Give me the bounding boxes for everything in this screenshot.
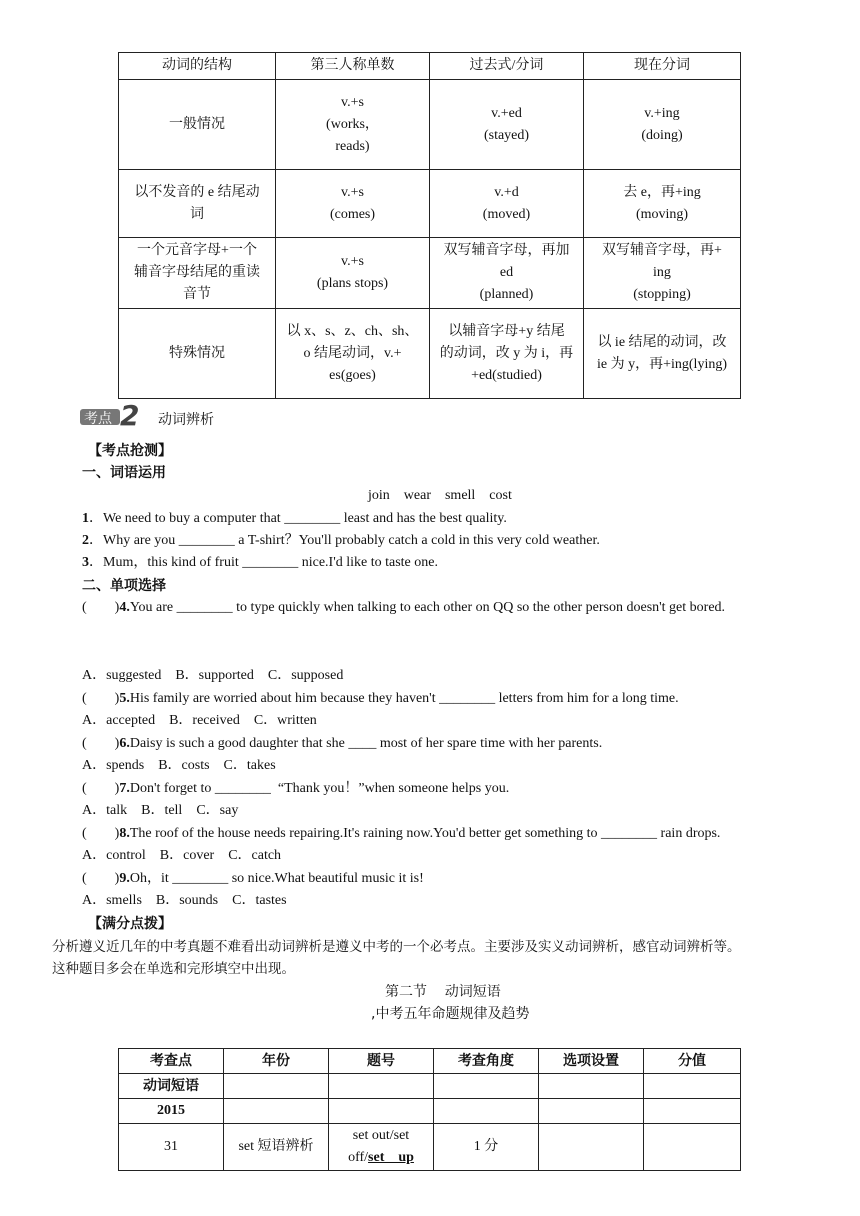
answer-paren: ( ) [82, 871, 120, 886]
tips-text: 分析遵义近几年的中考真题不难看出动词辨析是遵义中考的一个必考点。主要涉及实义动词辨析，感官动词辨析等。 [52, 939, 741, 955]
table-cell [644, 1124, 741, 1171]
table-cell: 双写辅音字母，再加 ed (planned) [430, 238, 584, 309]
question-7 [82, 779, 509, 799]
table-cell [539, 1099, 644, 1124]
table-cell: 以 x、s、z、ch、sh、 o 结尾动词，v.+ es(goes) [276, 309, 430, 399]
table-cell [329, 1124, 434, 1171]
table-cell [539, 1124, 644, 1171]
table-cell [434, 1074, 539, 1099]
question-number: 2 [82, 533, 89, 548]
table-cell: 以辅音字母+y 结尾 的动词，改 y 为 i，再 +ed(studied) [430, 309, 584, 399]
table-cell: 双写辅音字母，再+ ing (stopping) [584, 238, 741, 309]
options-4: A．suggested B．supported C．supposed [82, 668, 344, 683]
question-9 [82, 869, 424, 889]
table-cell: v.+s (works， reads) [276, 80, 430, 170]
options-5: A．accepted B．received C．written [82, 713, 317, 728]
section-badge [80, 399, 144, 432]
table-cell [644, 1099, 741, 1124]
question-3 [82, 553, 438, 573]
question-2 [82, 531, 600, 551]
section2-subtitle: ,中考五年命题规律及趋势 [371, 1006, 530, 1022]
question-text: Daisy is such a good daughter that she ____ most of her spare time with her parents. [129, 736, 603, 751]
question-text: ．Why are you ________ a T-shirt？You'll probably catch a cold in this very cold weather. [89, 533, 600, 548]
options-9: A．smells B．sounds C．tastes [82, 893, 287, 908]
table-cell: set 短语辨析 [224, 1124, 329, 1171]
table-cell: v.+s (plans stops) [276, 238, 430, 309]
question-1 [82, 509, 507, 529]
table-header: 现在分词 [584, 53, 741, 80]
question-number: 8. [119, 826, 130, 841]
question-text: Oh，it ________ so nice.What beautiful music it is! [129, 871, 424, 886]
table-cell: 31 [119, 1124, 224, 1171]
answer-paren: ( ) [82, 736, 120, 751]
table-header: 考查点 [119, 1049, 224, 1074]
table-header: 分值 [644, 1049, 741, 1074]
table-cell: 1 分 [434, 1124, 539, 1171]
verb-forms-table [118, 52, 741, 399]
table-cell: 去 e，再+ing (moving) [584, 170, 741, 238]
tips-heading: 【满分点拨】 [88, 916, 172, 932]
tips-text: 这种题目多会在单选和完形填空中出现。 [52, 961, 295, 977]
question-number: 3 [82, 555, 89, 570]
row-label: 动词短语 [119, 1074, 224, 1099]
question-text: ．We need to buy a computer that ________ least and has the best quality. [89, 511, 507, 526]
table-cell: 以 ie 结尾的动词，改 ie 为 y，再+ing(lying) [584, 309, 741, 399]
answer-paren: ( ) [82, 691, 120, 706]
table-header: 动词的结构 [119, 53, 276, 80]
table-cell: v.+d (moved) [430, 170, 584, 238]
year-cell: 2015 [119, 1099, 224, 1124]
table-cell: v.+s (comes) [276, 170, 430, 238]
options-7: A．talk B．tell C．say [82, 803, 239, 818]
question-8 [82, 824, 720, 844]
answer-paren: ( ) [82, 826, 120, 841]
table-cell [539, 1074, 644, 1099]
options-8: A．control B．cover C．catch [82, 848, 282, 863]
table-cell: 特殊情况 [119, 309, 276, 399]
question-text: The roof of the house needs repairing.It's raining now.You'd better get something to ________ rain drops. [129, 826, 721, 841]
table-header: 选项设置 [539, 1049, 644, 1074]
exam-table [118, 1048, 741, 1171]
table-header: 题号 [329, 1049, 434, 1074]
table-cell [224, 1099, 329, 1124]
table-header: 考查角度 [434, 1049, 539, 1074]
badge-label: 考点 [84, 411, 112, 427]
question-number: 1 [82, 511, 89, 526]
part1-heading: 一、词语运用 [82, 465, 166, 481]
question-number: 4. [119, 600, 130, 615]
answer-paren: ( ) [82, 600, 120, 615]
table-cell [434, 1099, 539, 1124]
table-cell [329, 1074, 434, 1099]
answer-paren: ( ) [82, 781, 120, 796]
question-number: 9. [119, 871, 130, 886]
badge-number: 2 [120, 399, 140, 432]
question-text: ．Mum，this kind of fruit ________ nice.I'd like to taste one. [89, 555, 438, 570]
table-cell [224, 1074, 329, 1099]
answer-text: set up [368, 1150, 414, 1165]
option-text: set out/set [352, 1128, 410, 1143]
question-5 [82, 689, 679, 709]
question-number: 7. [119, 781, 130, 796]
question-text: You are ________ to type quickly when talking to each other on QQ so the other person doesn't get bored. [129, 600, 726, 615]
options-6: A．spends B．costs C．takes [82, 758, 276, 773]
table-cell: v.+ed (stayed) [430, 80, 584, 170]
question-text: Don't forget to ________ “Thank you！”when someone helps you. [129, 781, 510, 796]
question-4 [82, 598, 725, 618]
section-title: 动词辨析 [158, 412, 214, 428]
question-6 [82, 734, 602, 754]
table-cell [329, 1099, 434, 1124]
table-cell [644, 1074, 741, 1099]
practice-heading: 【考点抢测】 [88, 443, 172, 459]
question-number: 6. [119, 736, 130, 751]
table-cell: 一个元音字母+一个 辅音字母结尾的重读 音节 [119, 238, 276, 309]
table-cell: v.+ing (doing) [584, 80, 741, 170]
question-number: 5. [119, 691, 130, 706]
part2-heading: 二、单项选择 [82, 578, 166, 594]
table-header: 第三人称单数 [276, 53, 430, 80]
table-cell: 一般情况 [119, 80, 276, 170]
table-cell: 以不发音的 e 结尾动 词 [119, 170, 276, 238]
question-text: His family are worried about him because they haven't ________ letters from him for a long time. [129, 691, 679, 706]
section2-title: 第二节 动词短语 [385, 984, 501, 1000]
option-text: off/ [348, 1150, 369, 1165]
word-bank: join wear smell cost [368, 488, 512, 503]
table-header: 过去式/分词 [430, 53, 584, 80]
table-header: 年份 [224, 1049, 329, 1074]
